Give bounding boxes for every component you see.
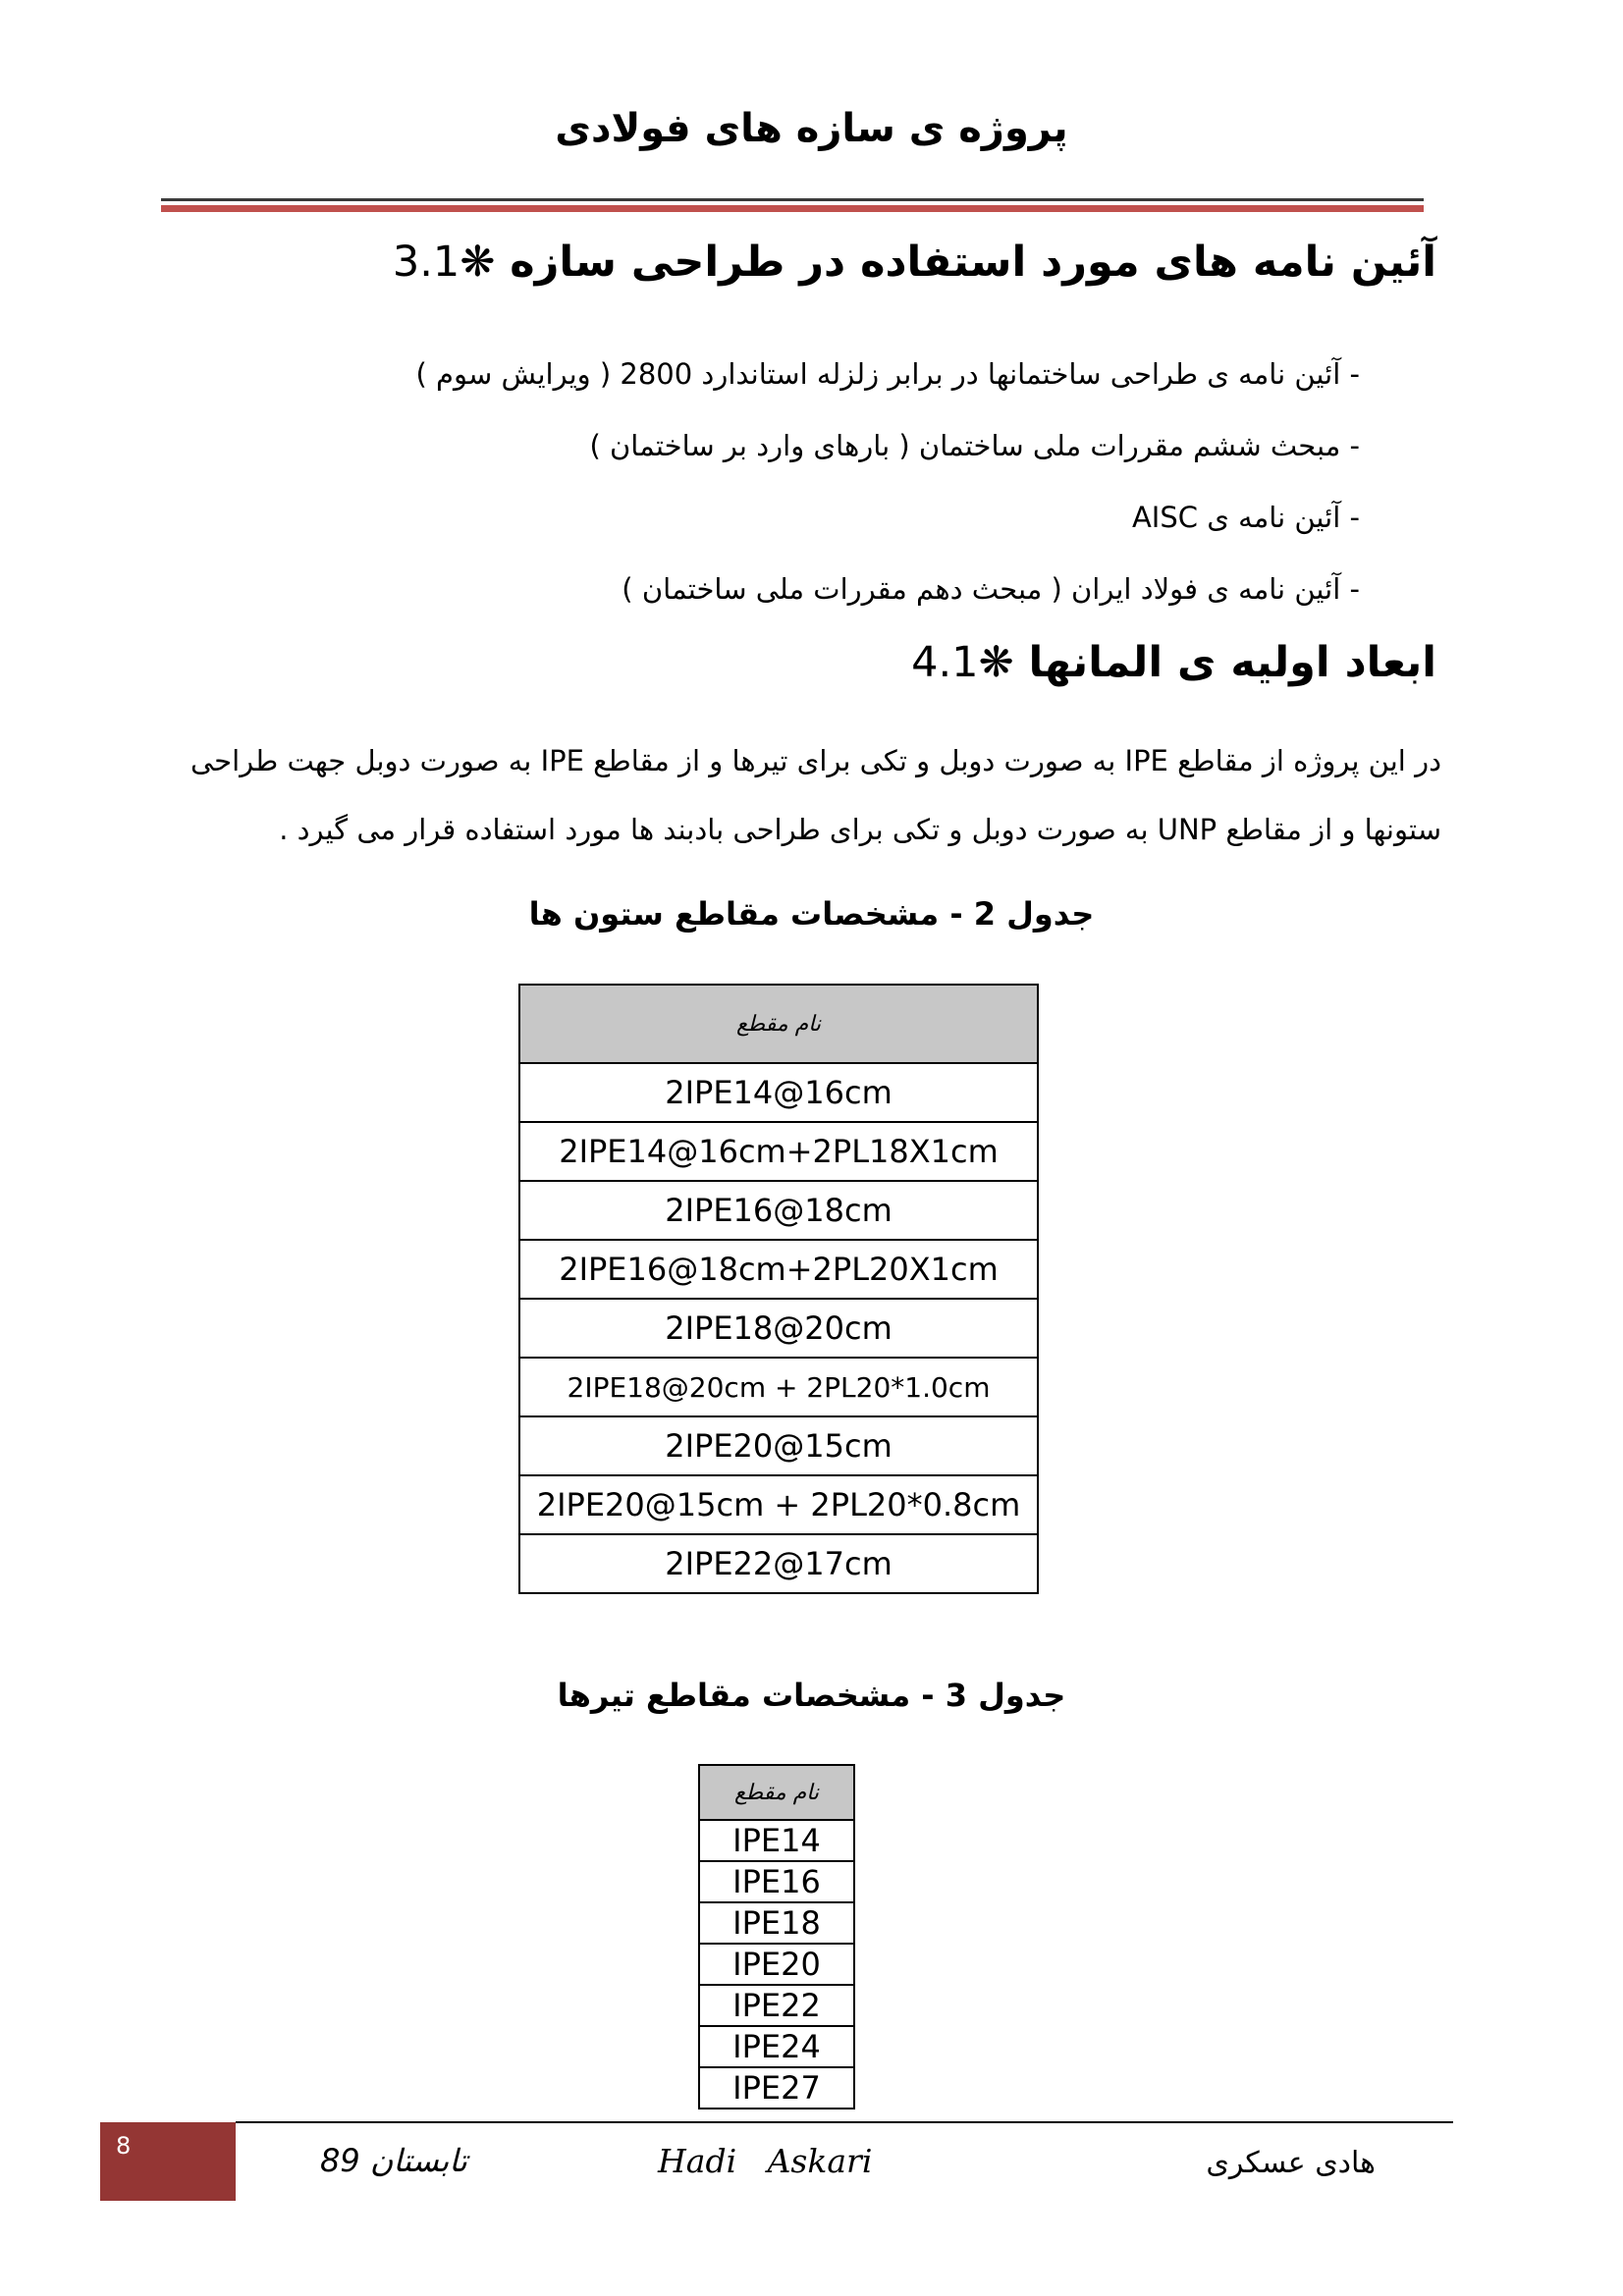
table-cell: 2IPE14@16cm+2PL18X1cm xyxy=(519,1122,1038,1181)
section-regulations-title: آئین نامه های مورد استفاده در طراحی سازه xyxy=(510,238,1436,287)
section-regulations-number: 3.1 xyxy=(392,238,460,287)
table-row xyxy=(699,2067,854,2109)
table-cell: IPE22 xyxy=(699,1985,854,2026)
regulations-list xyxy=(415,339,1360,625)
table-cell: IPE18 xyxy=(699,1902,854,1944)
dimensions-paragraph-line-2: ستونها و از مقاطع UNP به صورت دوبل و تکی برای طراحی بادبند ها مورد استفاده قرار می گیرد . xyxy=(279,813,1441,846)
flower-bullet-icon: ❋ xyxy=(978,638,1014,687)
columns-table-header: نام مقطع xyxy=(519,985,1038,1063)
header-rule-red xyxy=(161,205,1424,212)
table-cell: IPE24 xyxy=(699,2026,854,2067)
footer-author-en: Hadi Askari xyxy=(658,2142,873,2180)
table-row xyxy=(699,1902,854,1944)
section-dimensions-heading xyxy=(911,638,1436,687)
table-row xyxy=(519,1534,1038,1593)
table-row xyxy=(699,2026,854,2067)
table-cell: IPE20 xyxy=(699,1944,854,1985)
table-row xyxy=(519,1063,1038,1122)
table-row xyxy=(519,1240,1038,1299)
table-cell: 2IPE18@20cm xyxy=(519,1299,1038,1358)
table-cell: 2IPE22@17cm xyxy=(519,1534,1038,1593)
table-cell: 2IPE16@18cm xyxy=(519,1181,1038,1240)
section-dimensions-title: ابعاد اولیه ی المانها xyxy=(1028,638,1436,687)
beams-table-caption: جدول 3 - مشخصات مقاطع تیرها xyxy=(557,1677,1066,1714)
flower-bullet-icon: ❋ xyxy=(460,238,496,287)
page-number: 8 xyxy=(116,2132,132,2160)
footer-season: تابستان 89 xyxy=(320,2142,467,2179)
table-cell: 2IPE16@18cm+2PL20X1cm xyxy=(519,1240,1038,1299)
page-header-title: پروژه ی سازه های فولادی xyxy=(555,106,1068,151)
dimensions-paragraph-line-1: در این پروژه از مقاطع IPE به صورت دوبل و تکی برای تیرها و از مقاطع IPE به صورت دوبل جهت طراحی xyxy=(190,744,1441,777)
columns-table xyxy=(518,984,1039,1594)
header-rule-dark xyxy=(161,198,1424,201)
list-item: - آئین نامه ی AISC xyxy=(1131,501,1360,534)
list-item: - آئین نامه ی فولاد ایران ( مبحث دهم مقررات ملی ساختمان ) xyxy=(622,572,1360,606)
section-regulations-heading xyxy=(393,238,1436,287)
table-row xyxy=(699,1820,854,1861)
footer-rule xyxy=(236,2121,1453,2123)
table-row xyxy=(519,1416,1038,1475)
columns-table-caption: جدول 2 - مشخصات مقاطع ستون ها xyxy=(528,895,1095,933)
beams-table xyxy=(698,1764,855,2109)
list-item: - آئین نامه ی طراحی ساختمانها در برابر زلزله استاندارد 2800 ( ویرایش سوم ) xyxy=(415,357,1360,391)
table-cell: 2IPE18@20cm + 2PL20*1.0cm xyxy=(519,1358,1038,1416)
table-cell: 2IPE14@16cm xyxy=(519,1063,1038,1122)
table-row xyxy=(699,1861,854,1902)
footer-author-fa: هادی عسکری xyxy=(1206,2146,1376,2180)
table-row xyxy=(699,1985,854,2026)
table-cell: IPE16 xyxy=(699,1861,854,1902)
table-row xyxy=(519,1475,1038,1534)
table-row xyxy=(519,1358,1038,1416)
table-cell: 2IPE20@15cm xyxy=(519,1416,1038,1475)
table-row xyxy=(519,1122,1038,1181)
page-number-box xyxy=(100,2122,236,2201)
table-row xyxy=(519,1181,1038,1240)
table-row xyxy=(519,1299,1038,1358)
table-row xyxy=(699,1944,854,1985)
table-cell: IPE27 xyxy=(699,2067,854,2109)
beams-table-header: نام مقطع xyxy=(699,1765,854,1820)
list-item: - مبحث ششم مقررات ملی ساختمان ( بارهای وارد بر ساختمان ) xyxy=(589,429,1360,462)
table-cell: IPE14 xyxy=(699,1820,854,1861)
section-dimensions-number: 4.1 xyxy=(911,638,979,687)
table-cell: 2IPE20@15cm + 2PL20*0.8cm xyxy=(519,1475,1038,1534)
